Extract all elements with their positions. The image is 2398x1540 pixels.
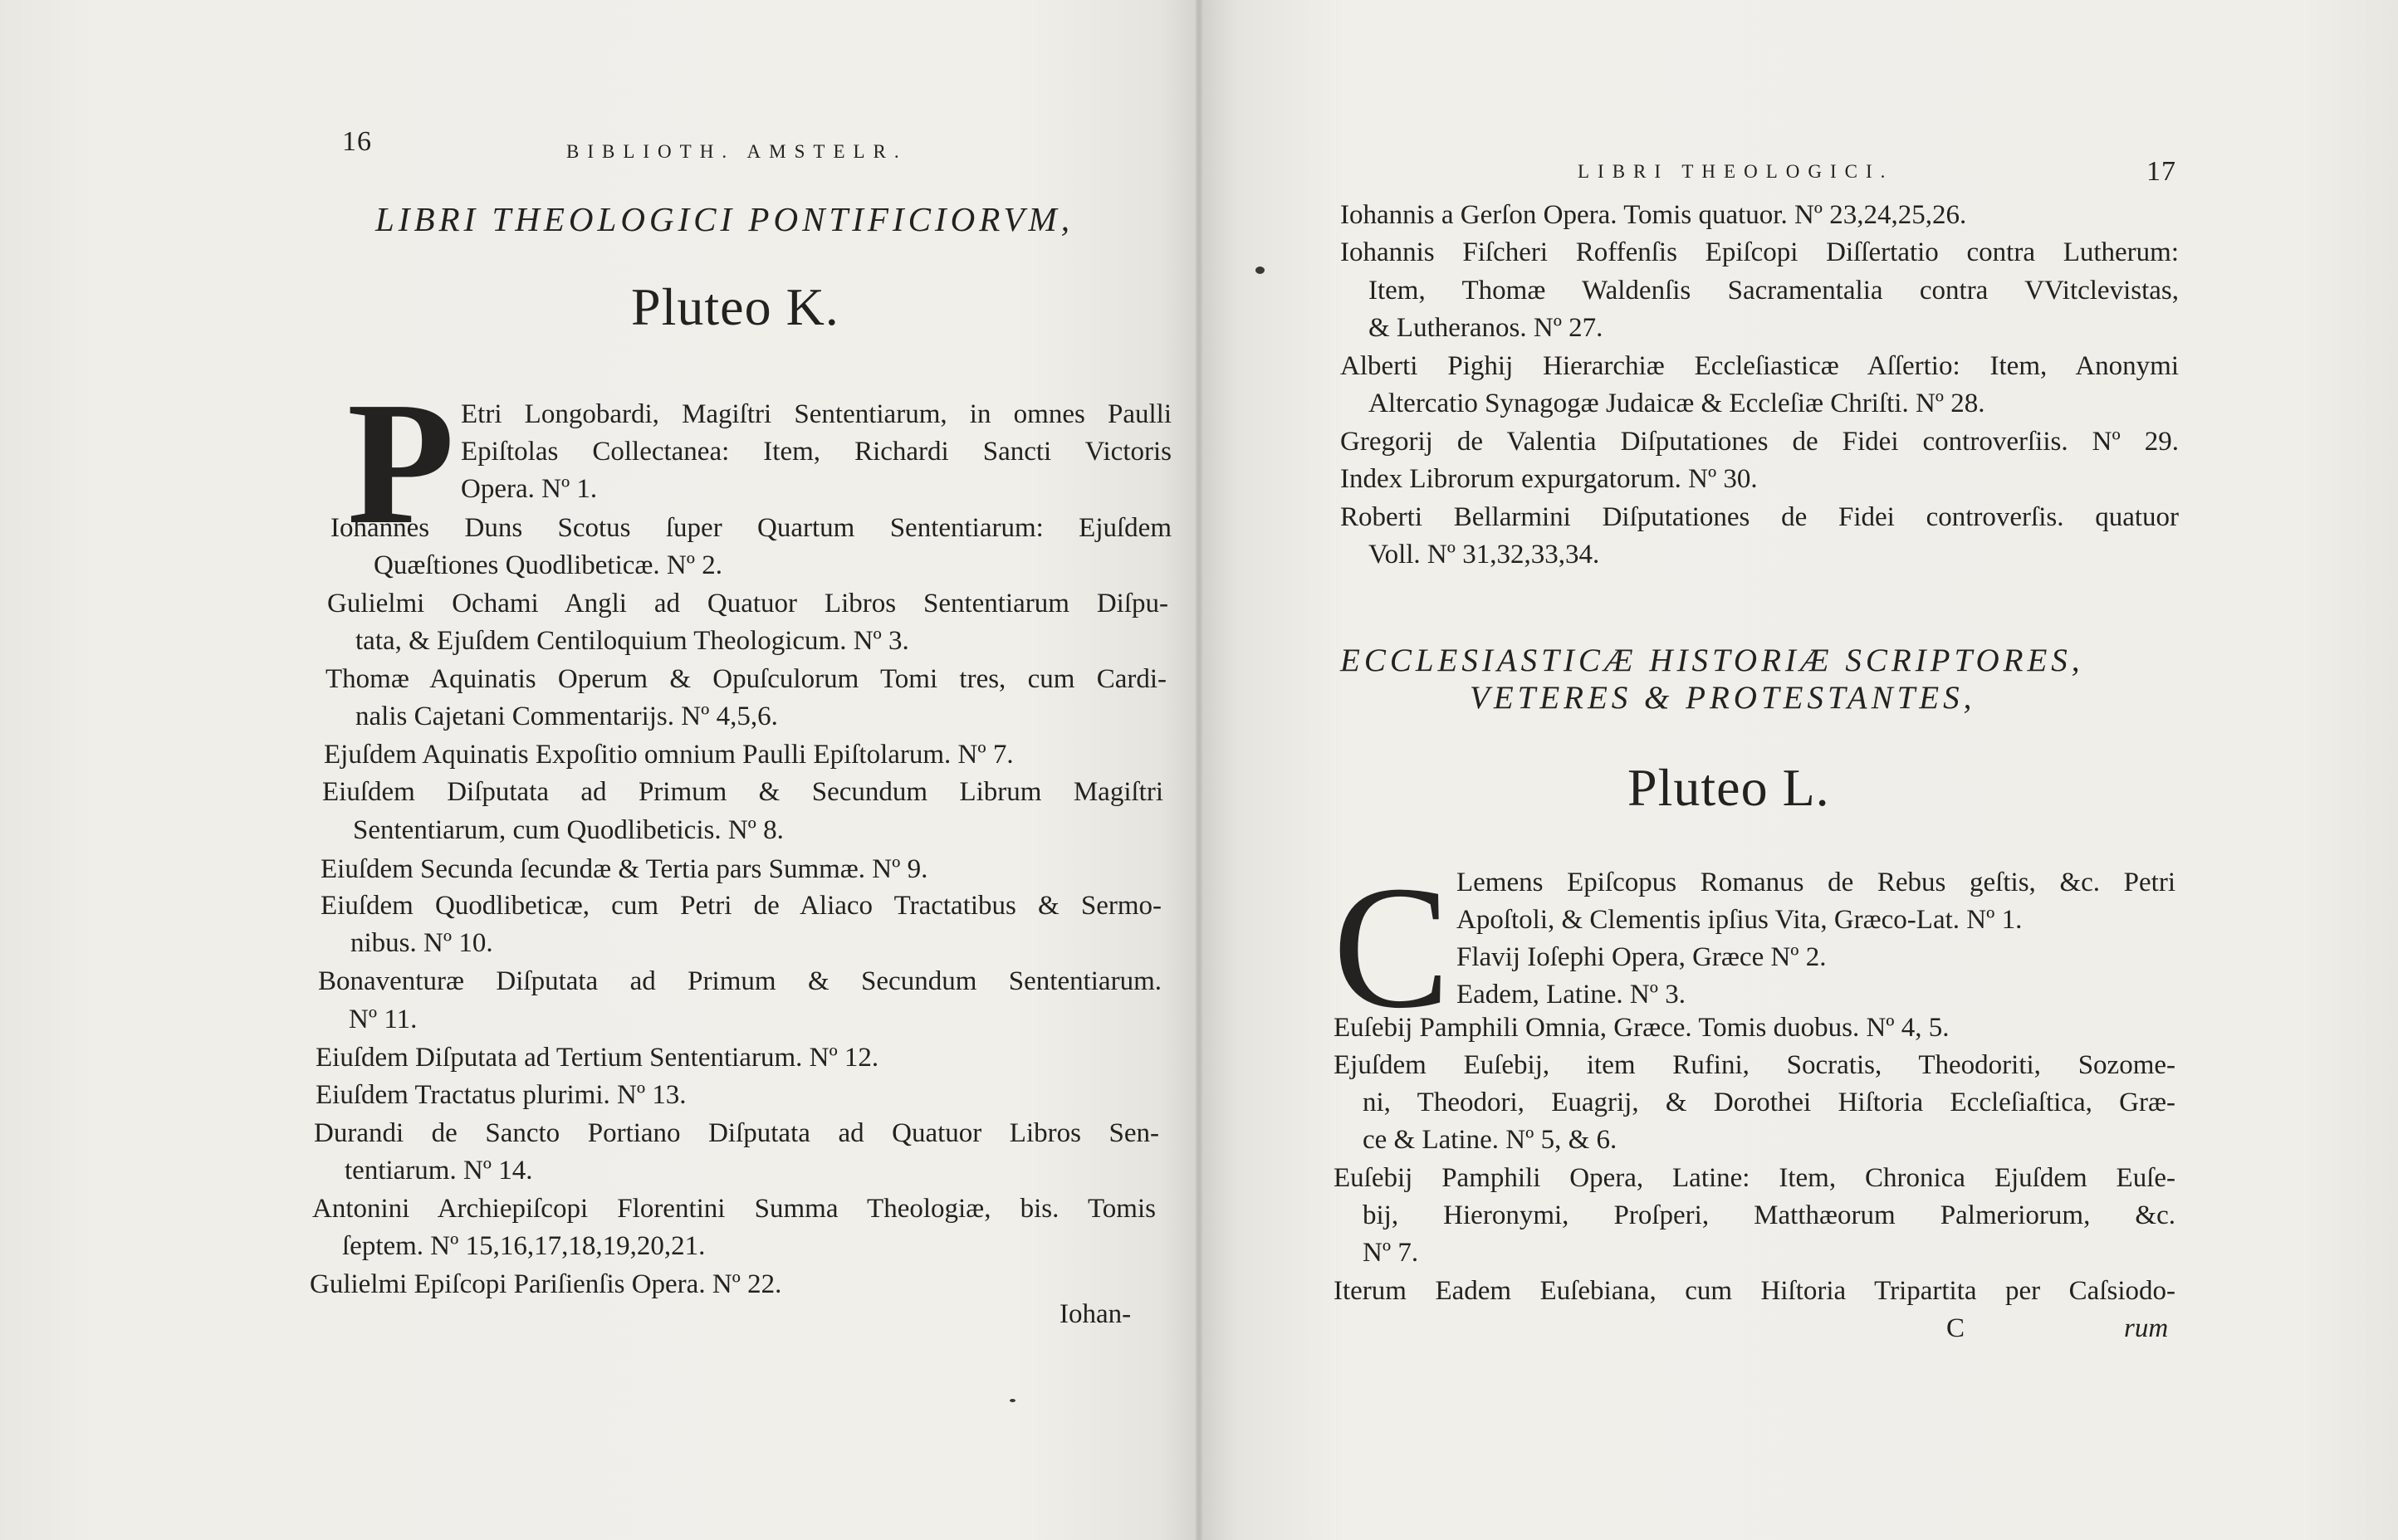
text-line: ce & Latine. Nº 5, & 6. [1363,1125,1617,1155]
left-page [0,0,1196,1540]
text-line: Nº 7. [1363,1238,1419,1268]
text-line: Roberti Bellarmini Diſputationes de Fidei controverſis. quatuor [1340,502,2179,532]
catchword: rum [2124,1313,2169,1343]
drop-initial: P [347,365,455,560]
text-line: Gulielmi Epiſcopi Pariſienſis Opera. Nº 22. [310,1269,782,1299]
text-line: tata, & Ejuſdem Centiloquium Theologicum. Nº 3. [355,626,909,656]
text-line: Quæſtiones Quodlibeticæ. Nº 2. [374,550,722,580]
section-subtitle: VETERES & PROTESTANTES, [1470,680,1976,716]
right-page [1202,0,2398,1540]
text-line: Etri Longobardi, Magiſtri Sententiarum, in omnes Paulli [461,399,1172,429]
text-line: tentiarum. Nº 14. [345,1156,533,1186]
text-line: Antonini Archiepiſcopi Florentini Summa Theologiæ, bis. Tomis [312,1194,1156,1224]
text-line: nalis Cajetani Commentarijs. Nº 4,5,6. [355,702,778,731]
text-line: Bonaventuræ Diſputata ad Primum & Secundum Sententiarum. [318,966,1162,996]
shelf-heading: Pluteo K. [631,277,839,336]
text-line: Durandi de Sancto Portiano Diſputata ad Quatuor Libros Sen- [314,1118,1159,1148]
catchword: Iohan- [1060,1299,1132,1329]
text-line: Eiuſdem Quodlibeticæ, cum Petri de Aliaco Tractatibus & Sermo- [321,891,1162,921]
text-line: Epiſtolas Collectanea: Item, Richardi Sancti Victoris [461,437,1172,467]
text-line: Flavij Ioſephi Opera, Græce Nº 2. [1456,942,1827,972]
text-line: Voll. Nº 31,32,33,34. [1368,540,1600,570]
drop-initial: C [1333,849,1451,1044]
text-line: Item, Thomæ Waldenſis Sacramentalia contra VVitclevistas, [1368,276,2179,306]
ink-speck [1255,266,1265,274]
page-number: 17 [2146,156,2176,187]
text-line: Eiuſdem Secunda ſecundæ & Tertia pars Summæ. Nº 9. [321,854,928,884]
text-line: & Lutheranos. Nº 27. [1368,313,1603,343]
page-number: 16 [342,126,372,157]
text-line: Eiuſdem Tractatus plurimi. Nº 13. [316,1080,687,1110]
text-line: Iohannis a Gerſon Opera. Tomis quatuor. Nº 23,24,25,26. [1340,200,1967,230]
ink-speck [1010,1399,1015,1402]
text-line: Alberti Pighij Hierarchiæ Eccleſiasticæ Aſſertio: Item, Anonymi [1340,351,2179,381]
text-line: Euſebij Pamphili Omnia, Græce. Tomis duobus. Nº 4, 5. [1334,1013,1950,1043]
text-line: Apoſtoli, & Clementis ipſius Vita, Græco-Lat. Nº 1. [1456,905,2023,935]
text-line: ni, Theodori, Euagrij, & Dorothei Hiſtoria Eccleſiaſtica, Græ- [1363,1088,2175,1117]
text-line: Eadem, Latine. Nº 3. [1456,980,1686,1010]
text-line: Eiuſdem Diſputata ad Primum & Secundum Librum Magiſtri [322,777,1163,807]
text-line: Eiuſdem Diſputata ad Tertium Sententiarum. Nº 12. [316,1043,879,1073]
shelf-heading: Pluteo L. [1627,758,1830,817]
text-line: Sententiarum, cum Quodlibeticis. Nº 8. [353,815,784,845]
text-line: Nº 11. [349,1005,418,1034]
text-line: Index Librorum expurgatorum. Nº 30. [1340,464,1758,494]
text-line: ſeptem. Nº 15,16,17,18,19,20,21. [342,1231,706,1261]
section-title: LIBRI THEOLOGICI PONTIFICIORVM, [375,200,1074,238]
text-line: Ejuſdem Aquinatis Expoſitio omnium Paulli Epiſtolarum. Nº 7. [324,740,1014,770]
signature-mark: C [1946,1313,1965,1343]
running-head: BIBLIOTH. AMSTELR. [566,141,908,162]
section-title: ECCLESIASTICÆ HISTORIÆ SCRIPTORES, [1340,643,2084,678]
text-line: bij, Hieronymi, Proſperi, Matthæorum Palmeriorum, &c. [1363,1200,2175,1230]
gutter [1196,0,1202,1540]
text-line: Euſebij Pamphili Opera, Latine: Item, Chronica Ejuſdem Euſe- [1334,1163,2175,1193]
text-line: Lemens Epiſcopus Romanus de Rebus geſtis, &c. Petri [1456,868,2175,897]
running-head: LIBRI THEOLOGICI. [1578,161,1894,182]
text-line: Iterum Eadem Euſebiana, cum Hiſtoria Tripartita per Caſsiodo- [1334,1276,2175,1306]
text-line: nibus. Nº 10. [350,928,493,958]
text-line: Ejuſdem Euſebij, item Rufini, Socratis, Theodoriti, Sozome- [1334,1050,2175,1080]
text-line: Gulielmi Ochami Angli ad Quatuor Libros Sententiarum Diſpu- [327,589,1168,618]
text-line: Opera. Nº 1. [461,474,598,504]
text-line: Gregorij de Valentia Diſputationes de Fidei controverſiis. Nº 29. [1340,427,2179,457]
text-line: Thomæ Aquinatis Operum & Opuſculorum Tomi tres, cum Cardi- [325,664,1167,694]
text-line: Altercatio Synagogæ Judaicæ & Eccleſiæ Chriſti. Nº 28. [1368,389,1985,418]
text-line: Iohannes Duns Scotus ſuper Quartum Sententiarum: Ejuſdem [330,513,1172,543]
text-line: Iohannis Fiſcheri Roffenſis Epiſcopi Diſſertatio contra Lutherum: [1340,237,2179,267]
